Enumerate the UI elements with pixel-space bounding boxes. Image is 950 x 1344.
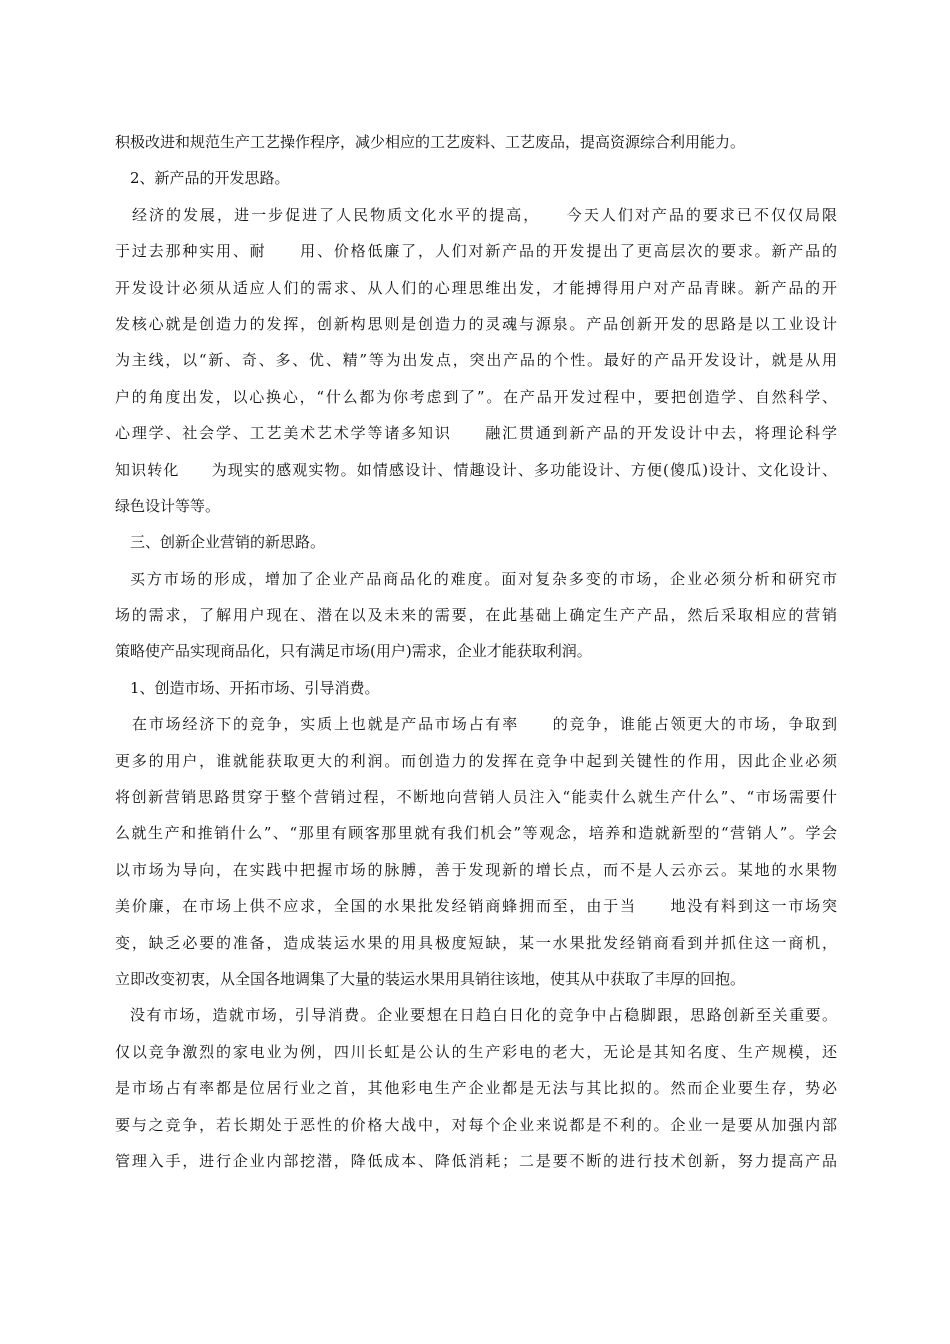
text-line: 美价廉，在市场上供不应求，全国的水果批发经销商蜂拥而至，由于当 地没有料到这一市场突 [115,897,837,916]
section-heading: 2、新产品的开发思路。 [130,169,290,188]
text-line: 仅以竞争激烈的家电业为例，四川长虹是公认的生产彩电的老大，无论是其知名度、生产规模，还 [115,1042,837,1061]
text-line: 是市场占有率都是位居行业之首，其他彩电生产企业都是无法与其比拟的。然而企业要生存，势必 [115,1079,837,1098]
text-line: 在市场经济下的竞争，实质上也就是产品市场占有率 的竞争，谁能占领更大的市场，争取到 [132,715,837,734]
text-line: 于过去那种实用、耐 用、价格低廉了，人们对新产品的开发提出了更高层次的要求。新产品的 [115,242,837,261]
text-line: 要与之竞争，若长期处于恶性的价格大战中，对每个企业来说都是不利的。企业一是要从加强内部 [115,1115,837,1134]
document-body [115,124,837,1179]
text-line: 没有市场，造就市场，引导消费。企业要想在日趋白日化的竞争中占稳脚跟，思路创新至关重要。 [130,1006,837,1025]
text-line: 积极改进和规范生产工艺操作程序，减少相应的工艺废料、工艺废品，提高资源综合利用能力。 [115,133,746,151]
text-line: 心理学、社会学、工艺美术艺术学等诸多知识 融汇贯通到新产品的开发设计中去，将理论科学 [115,424,837,443]
text-line: 知识转化 为现实的感观实物。如情感设计、情趣设计、多功能设计、方便(傻瓜)设计、文化设计、 [115,460,837,479]
text-line: 么就生产和推销什么”、“那里有顾客那里就有我们机会”等观念，培养和造就新型的“营销人”。学会 [115,824,837,843]
text-line: 买方市场的形成，增加了企业产品商品化的难度。面对复杂多变的市场，企业必须分析和研究市 [130,569,837,588]
section-heading: 三、创新企业营销的新思路。 [130,533,326,552]
text-line: 经济的发展，进一步促进了人民物质文化水平的提高， 今天人们对产品的要求已不仅仅局限 [132,205,837,224]
text-line: 开发设计必须从适应人们的需求、从人们的心理思维出发，才能搏得用户对产品青睐。新产品的开 [115,278,837,297]
text-line: 立即改变初衷，从全国各地调集了大量的装运水果用具销往该地，使其从中获取了丰厚的回抱。 [115,969,746,988]
text-line: 变，缺乏必要的准备，造成装运水果的用具极度短缺，某一水果批发经销商看到并抓住这一商机， [115,933,837,952]
text-line: 更多的用户，谁就能获取更大的利润。而创造力的发挥在竞争中起到关键性的作用，因此企业必须 [115,751,837,770]
text-line: 为主线，以“新、奇、多、优、精”等为出发点，突出产品的个性。最好的产品开发设计，就是从用 [115,351,837,370]
text-line: 管理入手，进行企业内部挖潜，降低成本、降低消耗；二是要不断的进行技术创新，努力提高产品 [115,1151,837,1170]
text-line: 场的需求，了解用户现在、潜在以及未来的需要，在此基础上确定生产产品，然后采取相应的营销 [115,606,837,625]
section-heading: 1、创造市场、开拓市场、引导消费。 [130,678,380,697]
text-line: 将创新营销思路贯穿于整个营销过程，不断地向营销人员注入“能卖什么就生产什么”、“市场需要什 [115,788,837,807]
text-line: 发核心就是创造力的发挥，创新构思则是创造力的灵魂与源泉。产品创新开发的思路是以工业设计 [115,314,837,333]
text-line: 户的角度出发，以心换心，“什么都为你考虑到了”。在产品开发过程中，要把创造学、自然科学、 [115,387,837,406]
text-line: 策略使产品实现商品化，只有满足市场(用户)需求，企业才能获取利润。 [115,642,592,661]
text-line: 绿色设计等等。 [115,496,221,515]
text-line: 以市场为导向，在实践中把握市场的脉膊，善于发现新的增长点，而不是人云亦云。某地的水果物 [115,860,837,879]
